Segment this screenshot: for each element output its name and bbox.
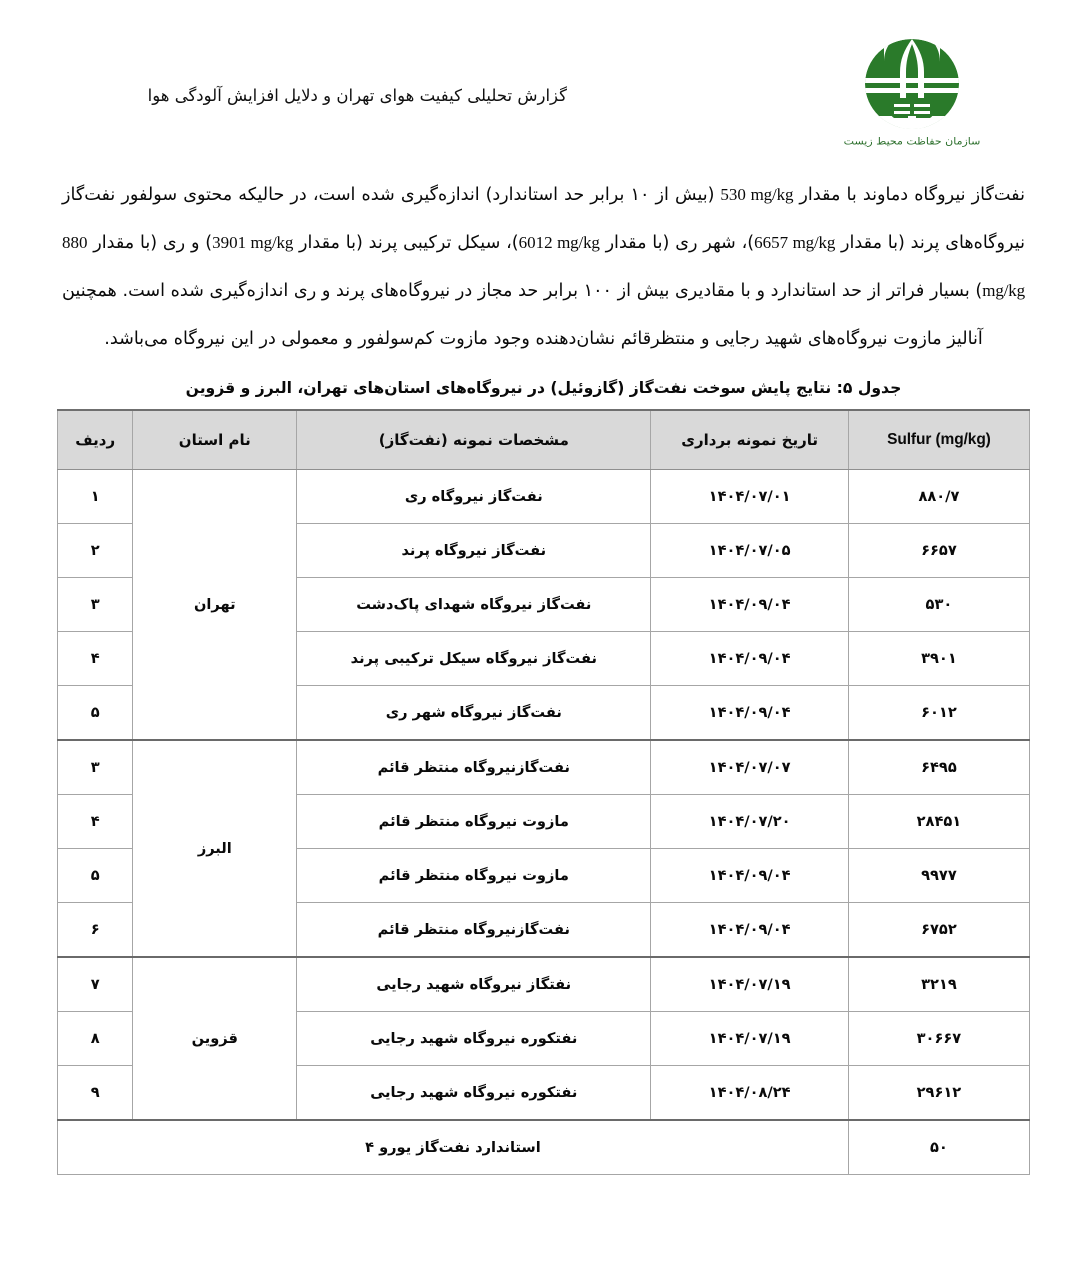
table-standard-row <box>58 1120 1030 1175</box>
cell-standard-sulfur: ۵۰ <box>848 1120 1029 1175</box>
cell-sample-date: ۱۴۰۴/۰۹/۰۴ <box>651 632 848 686</box>
column-header-province: نام استان <box>133 410 297 470</box>
cell-sample-desc: نفتگاز نیروگاه شهید رجایی <box>297 957 651 1012</box>
cell-sample-desc: نفت‌گاز نیروگاه شهدای پاک‌دشت <box>297 578 651 632</box>
page-header <box>0 0 1087 150</box>
doe-iran-logo-icon <box>854 38 970 134</box>
cell-sample-desc: نفتکوره نیروگاه شهید رجایی <box>297 1012 651 1066</box>
logo-wordmark: سازمان حفاظت محیط زیست <box>843 135 981 148</box>
table-body <box>58 470 1030 1175</box>
cell-sulfur: ۶۶۵۷ <box>848 524 1029 578</box>
cell-sulfur: ۲۹۶۱۲ <box>848 1066 1029 1121</box>
cell-sulfur: ۸۸۰/۷ <box>848 470 1029 524</box>
cell-row-no: ۴ <box>58 632 133 686</box>
cell-sample-date: ۱۴۰۴/۰۹/۰۴ <box>651 686 848 741</box>
cell-sulfur: ۳۲۱۹ <box>848 957 1029 1012</box>
cell-sample-desc: نفت‌گازنیروگاه منتظر قائم <box>297 903 651 958</box>
table-header <box>58 410 1030 470</box>
cell-sample-date: ۱۴۰۴/۰۷/۱۹ <box>651 957 848 1012</box>
cell-sulfur: ۹۹۷۷ <box>848 849 1029 903</box>
column-header-sample-date: تاریخ نمونه برداری <box>651 410 848 470</box>
cell-row-no: ۶ <box>58 903 133 958</box>
cell-sample-date: ۱۴۰۴/۰۸/۲۴ <box>651 1066 848 1121</box>
table-row <box>58 470 1030 524</box>
cell-sulfur: ۲۸۴۵۱ <box>848 795 1029 849</box>
cell-row-no: ۴ <box>58 795 133 849</box>
cell-sample-desc: نفت‌گاز نیروگاه پرند <box>297 524 651 578</box>
cell-sulfur: ۶۰۱۲ <box>848 686 1029 741</box>
cell-row-no: ۸ <box>58 1012 133 1066</box>
cell-sample-date: ۱۴۰۴/۰۷/۰۷ <box>651 740 848 795</box>
cell-sample-desc: نفت‌گازنیروگاه منتظر قائم <box>297 740 651 795</box>
report-header-title: گزارش تحلیلی کیفیت هوای تهران و دلایل افزایش آلودگی هوا <box>147 86 567 105</box>
cell-row-no: ۳ <box>58 740 133 795</box>
cell-province: البرز <box>133 740 297 957</box>
column-header-row-no: ردیف <box>58 410 133 470</box>
cell-sample-desc: نفت‌گاز نیروگاه ری <box>297 470 651 524</box>
cell-province: قزوین <box>133 957 297 1120</box>
cell-sulfur: ۳۰۶۶۷ <box>848 1012 1029 1066</box>
table-row <box>58 740 1030 795</box>
cell-province: تهران <box>133 470 297 741</box>
table-row <box>58 957 1030 1012</box>
cell-sulfur: ۳۹۰۱ <box>848 632 1029 686</box>
cell-standard-label: استاندارد نفت‌گاز یورو ۴ <box>58 1120 849 1175</box>
cell-sample-desc: مازوت نیروگاه منتظر قائم <box>297 849 651 903</box>
cell-sample-date: ۱۴۰۴/۰۷/۱۹ <box>651 1012 848 1066</box>
cell-sample-date: ۱۴۰۴/۰۷/۰۵ <box>651 524 848 578</box>
cell-row-no: ۳ <box>58 578 133 632</box>
cell-sulfur: ۶۴۹۵ <box>848 740 1029 795</box>
cell-sample-date: ۱۴۰۴/۰۹/۰۴ <box>651 578 848 632</box>
cell-row-no: ۵ <box>58 686 133 741</box>
table-container <box>57 409 1030 1175</box>
cell-sample-date: ۱۴۰۴/۰۹/۰۴ <box>651 849 848 903</box>
cell-sulfur: ۵۳۰ <box>848 578 1029 632</box>
table-caption: جدول ۵: نتایج پایش سوخت نفت‌گاز (گازوئیل) در نیروگاه‌های استان‌های تهران، البرز و قزوین <box>185 379 902 398</box>
cell-row-no: ۹ <box>58 1066 133 1121</box>
column-header-sulfur: Sulfur (mg/kg) <box>848 410 1029 470</box>
cell-sample-desc: نفتکوره نیروگاه شهید رجایی <box>297 1066 651 1121</box>
cell-sample-desc: نفت‌گاز نیروگاه شهر ری <box>297 686 651 741</box>
cell-sample-desc: نفت‌گاز نیروگاه سیکل ترکیبی پرند <box>297 632 651 686</box>
cell-sulfur: ۶۷۵۲ <box>848 903 1029 958</box>
cell-row-no: ۵ <box>58 849 133 903</box>
cell-row-no: ۱ <box>58 470 133 524</box>
body-paragraph: نفت‌گاز نیروگاه دماوند با مقدار 530 mg/kg (بیش از ۱۰ برابر حد استاندارد) اندازه‌گیری شده است، در حالیکه محتوی سولفور نفت‌گاز نیروگاه‌های پرند (با مقدار 6657 mg/kg)، شهر ری (با مقدار 6012 mg/kg)، سیکل ترکیبی پرند (با مقدار 3901 mg/kg) و ری (با مقدار 880 mg/kg) بسیار فراتر از حد استاندارد و با مقادیری بیش از ۱۰۰ برابر حد مجاز در نیروگاه‌های پرند و ری اندازه‌گیری شده است. همچنین آنالیز مازوت نیروگاه‌های شهید رجایی و منتظرقائم نشان‌دهنده وجود مازوت کم‌سولفور و معمولی در این نیروگاه می‌باشد. <box>62 185 1025 349</box>
table-header-row <box>58 410 1030 470</box>
column-header-sample-desc: مشخصات نمونه (نفت‌گاز) <box>297 410 651 470</box>
cell-sample-date: ۱۴۰۴/۰۷/۲۰ <box>651 795 848 849</box>
organization-logo <box>843 38 981 156</box>
cell-sample-date: ۱۴۰۴/۰۷/۰۱ <box>651 470 848 524</box>
cell-row-no: ۷ <box>58 957 133 1012</box>
cell-sample-desc: مازوت نیروگاه منتظر قائم <box>297 795 651 849</box>
cell-sample-date: ۱۴۰۴/۰۹/۰۴ <box>651 903 848 958</box>
fuel-monitoring-table <box>57 409 1030 1175</box>
cell-row-no: ۲ <box>58 524 133 578</box>
